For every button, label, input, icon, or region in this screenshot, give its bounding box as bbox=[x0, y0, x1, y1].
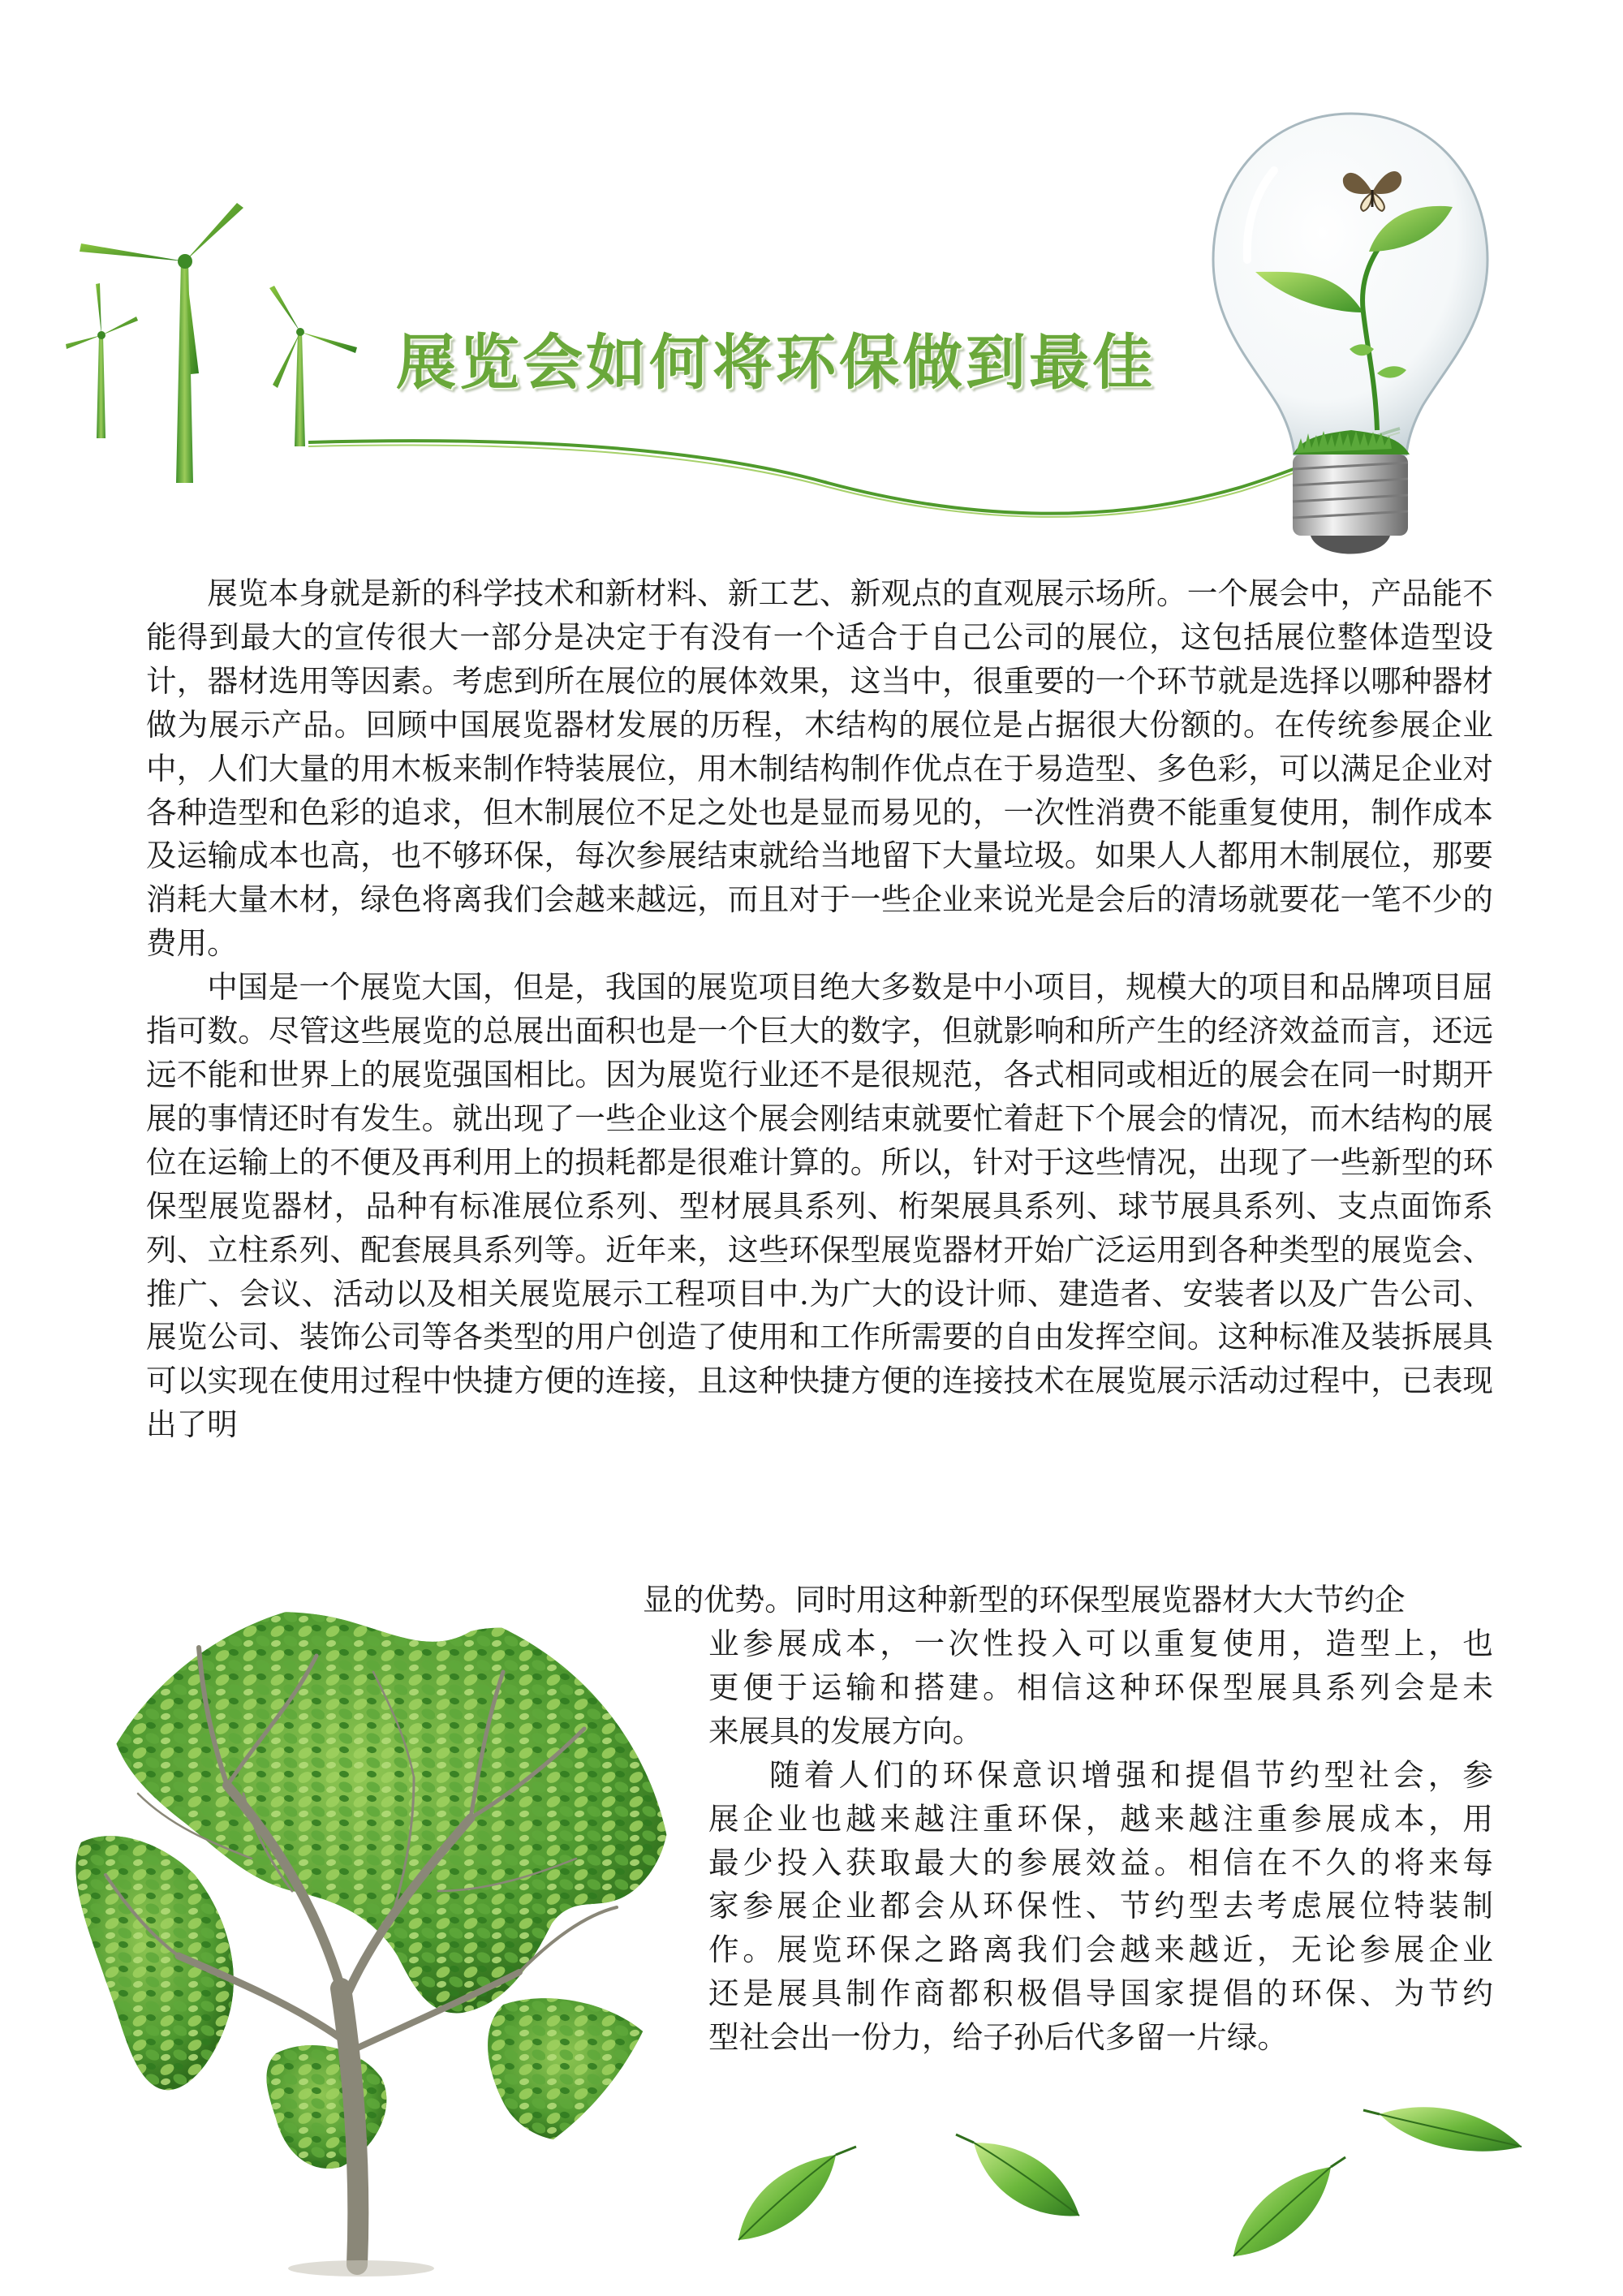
leaf-icon-4 bbox=[1363, 2107, 1522, 2151]
paragraph-3-line-7: 型社会出一份力，给子孙后代多留一片绿。 bbox=[708, 2019, 1288, 2056]
paragraph-1: 展览本身就是新的科学技术和新材料、新工艺、新观点的直观展示场所。一个展会中，产品能不能得到最大的宣传很大一部分是决定于有没有一个适合于自己公司的展位，这包括展位整体造型设计，器材选用等因素。考虑到所在展位的展体效果，这当中，很重要的一个环节就是选择以哪种器材做为展示产品。回顾中国展览器材发展的历程，木结构的展位是占据很大份额的。在传统参展企业中，人们大量的用木板来制作特装展位，用木制结构制作优点在于易造型、多色彩，可以满足企业对各种造型和色彩的追求，但木制展位不足之处也是显而易见的，一次性消费不能重复使用，制作成本及运输成本也高，也不够环保，每次参展结束就给当地留下大量垃圾。如果人人都用木制展位，那要消耗大量木材，绿色将离我们会越来越远，而且对于一些企业来说光是会后的清场就要花一笔不少的费用。 bbox=[146, 575, 1493, 962]
paragraph-2-wrap-line-1: 显的优势。同时用这种新型的环保型展览器材大大节约企 bbox=[643, 1582, 1406, 1618]
paragraph-2-wrap-line-4: 来展具的发展方向。 bbox=[708, 1712, 984, 1749]
paragraph-3-line-6: 还是展具制作商都积极倡导国家提倡的环保、为节约 bbox=[708, 1975, 1493, 2012]
paragraph-3-line-4: 家参展企业都会从环保性、节约型去考虑展位特装制 bbox=[708, 1888, 1493, 1924]
light-bulb-illustration bbox=[1197, 106, 1505, 584]
wrapped-text-block bbox=[708, 1622, 1493, 2060]
large-turbine-icon bbox=[80, 203, 243, 483]
paragraph-3-line-1: 随着人们的环保意识增强和提倡节约型社会，参 bbox=[769, 1756, 1493, 1793]
paragraph-2-wrap-line-3: 更便于运输和搭建。相信这种环保型展具系列会是未 bbox=[708, 1669, 1493, 1705]
falling-leaves-illustration bbox=[714, 2078, 1542, 2289]
page-title: 展览会如何将环保做到最佳 bbox=[396, 328, 1156, 398]
leaf-icon-1 bbox=[738, 2147, 856, 2240]
paragraph-2-wrap-line-2: 业参展成本，一次性投入可以重复使用，造型上，也 bbox=[708, 1626, 1493, 1661]
tree-globe-illustration bbox=[49, 1550, 698, 2281]
paragraph-3-line-2: 展企业也越来越注重环保，越来越注重参展成本，用 bbox=[708, 1800, 1493, 1837]
paragraph-2: 中国是一个展览大国，但是，我国的展览项目绝大多数是中小项目，规模大的项目和品牌项目屈指可数。尽管这些展览的总展出面积也是一个巨大的数字，但就影响和所产生的经济效益而言，还远远不能和世界上的展览强国相比。因为展览行业还不是很规范，各式相同或相近的展会在同一时期开展的事情还时有发生。就出现了一些企业这个展会刚结束就要忙着赶下个展会的情况，而木结构的展位在运输上的不便及再利用上的损耗都是很难计算的。所以，针对于这些情况，出现了一些新型的环保型展览器材，品种有标准展位系列、型材展具系列、桁架展具系列、球节展具系列、支点面饰系列、立柱系列、配套展具系列等。近年来，这些环保型展览器材开始广泛运用到各种类型的展览会、推广、会议、活动以及相关展览展示工程项目中.为广大的设计师、建造者、安装者以及广告公司、展览公司、装饰公司等各类型的用户创造了使用和工作所需要的自由发挥空间。这种标准及装拆展具可以实现在使用过程中快捷方便的连接，且这种快捷方便的连接技术在展览展示活动过程中，已表现出了明 bbox=[146, 969, 1493, 1443]
leaf-icon-2 bbox=[956, 2134, 1079, 2216]
paragraph-3-line-3: 最少投入获取最大的参展效益。相信在不久的将来每 bbox=[708, 1844, 1493, 1880]
leaf-icon-3 bbox=[1233, 2157, 1345, 2256]
small-turbine-left-icon bbox=[66, 283, 138, 438]
paragraph-3-line-5: 作。展览环保之路离我们会越来越近，无论参展企业 bbox=[708, 1932, 1493, 1968]
article-body bbox=[146, 572, 1493, 1447]
